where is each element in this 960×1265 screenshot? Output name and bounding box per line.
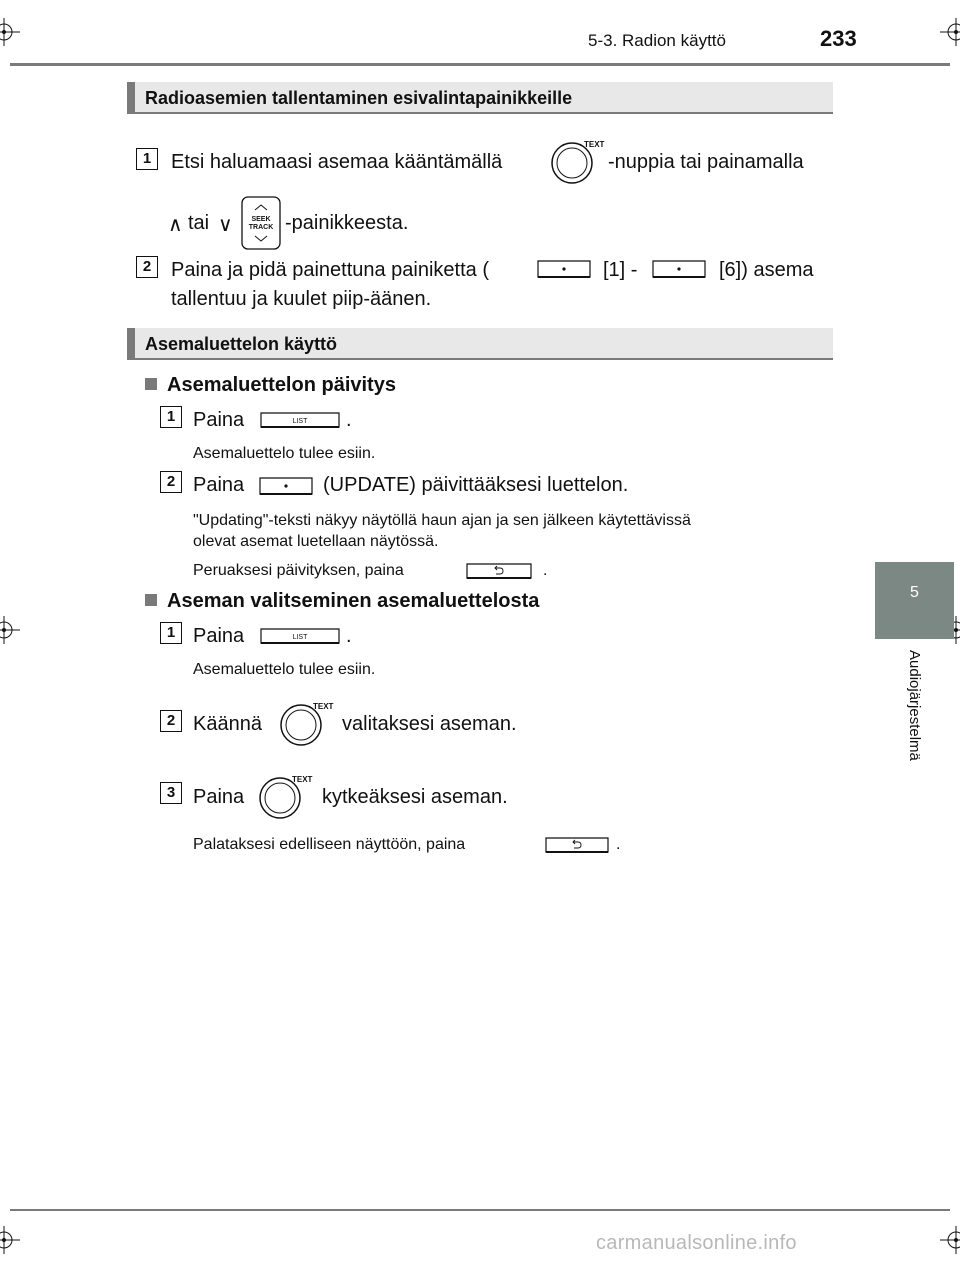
- list-label: LIST: [292, 634, 308, 641]
- step-note: Asemaluettelo tulee esiin.: [193, 661, 376, 678]
- step-number: 3: [160, 782, 182, 804]
- chapter-tab: [875, 562, 954, 639]
- step-note: Peruaksesi päivityksen, paina: [193, 562, 404, 579]
- seek-label: SEEK: [251, 216, 271, 223]
- step-note: .: [543, 562, 548, 579]
- step-text: .: [346, 409, 352, 431]
- step-number: 1: [136, 148, 158, 170]
- step-text: (UPDATE) päivittääksesi luettelon.: [323, 474, 629, 496]
- section-label: 5-3. Radion käyttö: [588, 31, 726, 50]
- chapter-title-vertical: [906, 650, 926, 790]
- crop-mark-top-right: [930, 12, 960, 52]
- step-text: valitaksesi aseman.: [342, 713, 517, 735]
- crop-mark-bottom-left: [0, 1220, 40, 1260]
- step-text: Paina: [193, 474, 245, 496]
- step-text: kytkeäksesi aseman.: [322, 786, 508, 808]
- step-number: 2: [160, 471, 182, 493]
- step-text: Paina: [193, 786, 245, 808]
- chapter-title: Audiojärjestelmä: [906, 650, 923, 761]
- step-text: -painikkeesta.: [285, 212, 409, 234]
- step-number: 2: [160, 710, 182, 732]
- back-button-icon: [465, 562, 533, 580]
- page-number: 233: [820, 26, 857, 51]
- subsection-heading: [145, 374, 396, 397]
- step-text: .: [346, 625, 352, 647]
- tune-knob-icon: [550, 138, 606, 186]
- up-arrow-symbol: ∧: [168, 214, 183, 236]
- step-text: [1] -: [603, 259, 638, 281]
- subsection-heading-text: Asemaluettelon päivitys: [167, 374, 396, 396]
- tune-knob-icon: [258, 773, 314, 821]
- section-banner-presets: [127, 82, 833, 114]
- step-text: -nuppia tai painamalla: [608, 151, 804, 173]
- crop-mark-top-left: [0, 12, 40, 52]
- step-text: [6]) asema: [719, 259, 814, 281]
- subsection-heading-text: Aseman valitseminen asemaluettelosta: [167, 590, 540, 612]
- step-note: "Updating"-teksti näkyy näytöllä haun ajan ja sen jälkeen käytettävissä: [193, 512, 691, 529]
- knob-text-label: TEXT: [584, 140, 605, 149]
- subsection-heading: [145, 590, 539, 613]
- seek-track-button-icon: [241, 196, 281, 250]
- back-button-icon: [544, 836, 610, 854]
- step-note: .: [616, 836, 621, 853]
- update-button-icon: [258, 476, 314, 496]
- list-button-icon: [259, 627, 341, 645]
- down-arrow-symbol: ∨: [218, 214, 233, 236]
- step-number: 2: [136, 256, 158, 278]
- watermark: carmanualsonline.info: [596, 1232, 797, 1254]
- header-rule: [10, 63, 950, 66]
- step-number: 1: [160, 622, 182, 644]
- section-banner-station-list: [127, 328, 833, 360]
- step-text: Käännä: [193, 713, 262, 735]
- step-text: tai: [188, 212, 210, 234]
- step-note: Palataksesi edelliseen näyttöön, paina: [193, 836, 466, 853]
- track-label: TRACK: [248, 224, 274, 231]
- step-number: 1: [160, 406, 182, 428]
- bullet-square-icon: [145, 594, 157, 606]
- list-label: LIST: [292, 418, 308, 425]
- step-text: Paina: [193, 625, 245, 647]
- step-text: Etsi haluamaasi asemaa kääntämällä: [171, 151, 503, 173]
- section-title: Asemaluettelon käyttö: [145, 334, 338, 354]
- bullet-square-icon: [145, 378, 157, 390]
- step-text: tallentuu ja kuulet piip-äänen.: [171, 288, 432, 310]
- knob-text-label: TEXT: [292, 775, 313, 784]
- list-button-icon: [259, 411, 341, 429]
- knob-text-label: TEXT: [313, 702, 334, 711]
- section-title: Radioasemien tallentaminen esivalintapainikkeille: [145, 88, 573, 108]
- crop-mark-mid-left: [0, 610, 40, 650]
- step-note: Asemaluettelo tulee esiin.: [193, 445, 376, 462]
- crop-mark-bottom-right: [930, 1220, 960, 1260]
- preset-button-1-icon: [536, 259, 592, 279]
- tune-knob-icon: [279, 700, 335, 748]
- footer-rule: [10, 1209, 950, 1211]
- preset-button-6-icon: [651, 259, 707, 279]
- step-text: Paina: [193, 409, 245, 431]
- step-note: olevat asemat luetellaan näytössä.: [193, 533, 439, 550]
- chapter-number: 5: [910, 584, 919, 601]
- step-text: Paina ja pidä painettuna painiketta (: [171, 259, 490, 281]
